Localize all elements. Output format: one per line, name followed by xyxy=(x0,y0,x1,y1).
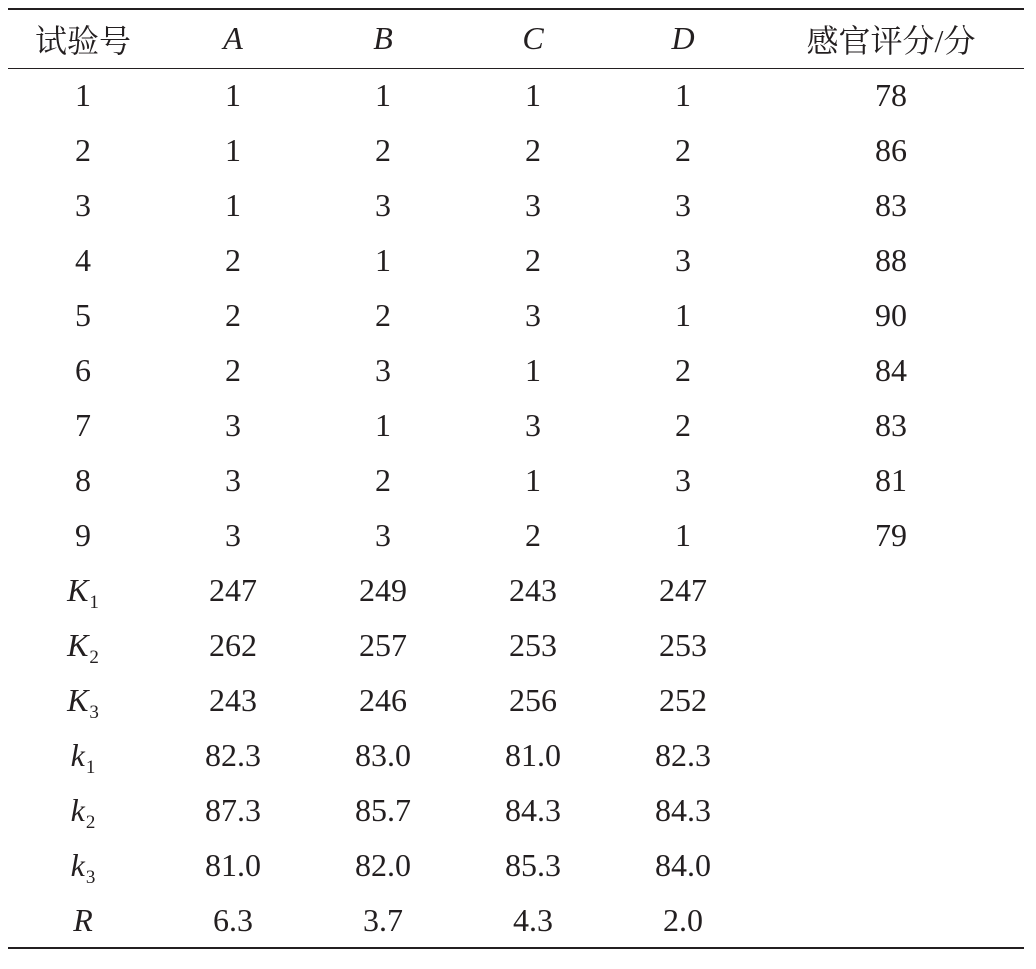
table-row xyxy=(8,123,1024,178)
table-row xyxy=(8,398,1024,453)
factor-b-cell: 83.0 xyxy=(355,737,411,773)
factor-a-cell: 1 xyxy=(225,132,241,168)
factor-d-cell: 2 xyxy=(675,352,691,388)
stat-label-cell xyxy=(8,563,158,618)
table-header xyxy=(8,9,1024,68)
factor-b-cell: 1 xyxy=(375,407,391,443)
stat-label-cell xyxy=(8,783,158,838)
factor-b-cell: 82.0 xyxy=(355,847,411,883)
factor-c-cell: 256 xyxy=(509,682,557,718)
stats-row xyxy=(8,783,1024,838)
table-row xyxy=(8,68,1024,123)
table-row xyxy=(8,453,1024,508)
empty-score-cell xyxy=(758,893,1024,948)
score-cell: 84 xyxy=(875,352,907,388)
factor-d-cell: 84.0 xyxy=(655,847,711,883)
trial-number-cell: 9 xyxy=(75,517,91,553)
factor-c-cell: 2 xyxy=(525,132,541,168)
factor-c-cell: 81.0 xyxy=(505,737,561,773)
factor-b-cell: 2 xyxy=(375,462,391,498)
empty-score-cell xyxy=(758,838,1024,893)
header-row xyxy=(8,9,1024,68)
table-row xyxy=(8,178,1024,233)
trial-number-cell: 2 xyxy=(75,132,91,168)
empty-score-cell xyxy=(758,618,1024,673)
score-cell: 81 xyxy=(875,462,907,498)
trial-number-cell: 7 xyxy=(75,407,91,443)
trial-number-cell: 1 xyxy=(75,77,91,114)
factor-c-cell: 84.3 xyxy=(505,792,561,828)
factor-a-cell: 87.3 xyxy=(205,792,261,828)
score-cell: 83 xyxy=(875,407,907,443)
stat-symbol: K xyxy=(67,627,89,663)
factor-c-cell: 3 xyxy=(525,187,541,223)
orthogonal-test-table xyxy=(8,8,1024,949)
trial-number-cell: 8 xyxy=(75,462,91,498)
factor-d-cell: 1 xyxy=(675,297,691,333)
factor-c-cell: 243 xyxy=(509,572,557,608)
stat-subscript: 1 xyxy=(89,592,99,613)
factor-c-cell: 1 xyxy=(525,77,541,114)
stat-label-cell xyxy=(8,673,158,728)
factor-c-cell: 85.3 xyxy=(505,847,561,883)
factor-b-cell: 3 xyxy=(375,352,391,388)
factor-d-cell: 3 xyxy=(675,242,691,278)
header-trial-number: 试验号 xyxy=(8,9,158,68)
factor-a-cell: 6.3 xyxy=(158,893,308,948)
stats-row xyxy=(8,893,1024,948)
factor-a-cell: 1 xyxy=(225,187,241,223)
factor-b-cell: 85.7 xyxy=(355,792,411,828)
empty-score-cell xyxy=(758,563,1024,618)
stat-label-cell xyxy=(8,618,158,673)
factor-d-cell: 247 xyxy=(659,572,707,608)
factor-c-cell: 3 xyxy=(525,297,541,333)
stat-subscript: 3 xyxy=(89,702,99,723)
factor-d-cell: 1 xyxy=(675,517,691,553)
stat-symbol: k xyxy=(70,792,85,828)
header-factor-d: D xyxy=(608,9,758,68)
empty-score-cell xyxy=(758,673,1024,728)
factor-a-cell: 1 xyxy=(225,77,241,114)
header-factor-a: A xyxy=(158,9,308,68)
factor-b-cell: 3 xyxy=(375,517,391,553)
factor-b-cell: 1 xyxy=(375,77,391,114)
table-body xyxy=(8,68,1024,948)
score-cell: 86 xyxy=(875,132,907,168)
factor-c-cell: 4.3 xyxy=(458,893,608,948)
factor-b-cell: 1 xyxy=(375,242,391,278)
score-cell: 79 xyxy=(875,517,907,553)
header-factor-b: B xyxy=(308,9,458,68)
factor-b-cell: 257 xyxy=(359,627,407,663)
factor-b-cell: 2 xyxy=(375,297,391,333)
score-cell: 88 xyxy=(875,242,907,278)
score-cell: 83 xyxy=(875,187,907,223)
factor-b-cell: 3 xyxy=(375,187,391,223)
factor-d-cell: 3 xyxy=(675,462,691,498)
stat-symbol: R xyxy=(73,901,93,938)
header-sensory-score: 感官评分/分 xyxy=(758,9,1024,68)
table-row xyxy=(8,508,1024,563)
trial-number-cell: 5 xyxy=(75,297,91,333)
factor-a-cell: 2 xyxy=(225,352,241,388)
trial-number-cell: 4 xyxy=(75,242,91,278)
factor-d-cell: 82.3 xyxy=(655,737,711,773)
factor-b-cell: 3.7 xyxy=(308,893,458,948)
factor-d-cell: 84.3 xyxy=(655,792,711,828)
factor-c-cell: 2 xyxy=(525,517,541,553)
factor-d-cell: 253 xyxy=(659,627,707,663)
factor-d-cell: 3 xyxy=(675,187,691,223)
stat-symbol: k xyxy=(70,737,85,773)
stats-row xyxy=(8,838,1024,893)
factor-c-cell: 2 xyxy=(525,242,541,278)
empty-score-cell xyxy=(758,728,1024,783)
factor-a-cell: 3 xyxy=(225,517,241,553)
factor-a-cell: 243 xyxy=(209,682,257,718)
factor-a-cell: 82.3 xyxy=(205,737,261,773)
factor-b-cell: 249 xyxy=(359,572,407,608)
stat-label-cell xyxy=(8,728,158,783)
orthogonal-test-table-container xyxy=(8,8,1024,949)
factor-d-cell: 252 xyxy=(659,682,707,718)
factor-b-cell: 2 xyxy=(375,132,391,168)
factor-a-cell: 3 xyxy=(225,462,241,498)
stat-subscript: 3 xyxy=(85,867,96,888)
stat-label-cell xyxy=(8,893,158,948)
stats-row xyxy=(8,618,1024,673)
factor-a-cell: 81.0 xyxy=(205,847,261,883)
header-factor-c: C xyxy=(458,9,608,68)
stat-symbol: K xyxy=(67,682,89,718)
table-row xyxy=(8,343,1024,398)
stats-row xyxy=(8,728,1024,783)
stat-symbol: K xyxy=(67,572,89,608)
trial-number-cell: 3 xyxy=(75,187,91,223)
factor-a-cell: 247 xyxy=(209,572,257,608)
stat-subscript: 2 xyxy=(85,812,96,833)
score-cell: 90 xyxy=(875,297,907,333)
factor-a-cell: 2 xyxy=(225,297,241,333)
stats-row xyxy=(8,563,1024,618)
factor-c-cell: 1 xyxy=(525,462,541,498)
stat-subscript: 1 xyxy=(85,757,96,778)
table-row xyxy=(8,288,1024,343)
factor-a-cell: 2 xyxy=(225,242,241,278)
factor-d-cell: 2 xyxy=(675,132,691,168)
factor-a-cell: 262 xyxy=(209,627,257,663)
score-cell: 78 xyxy=(875,77,907,114)
table-row xyxy=(8,233,1024,288)
factor-c-cell: 1 xyxy=(525,352,541,388)
factor-c-cell: 3 xyxy=(525,407,541,443)
trial-number-cell: 6 xyxy=(75,352,91,388)
factor-b-cell: 246 xyxy=(359,682,407,718)
stat-symbol: k xyxy=(70,847,85,883)
factor-d-cell: 2.0 xyxy=(608,893,758,948)
stat-subscript: 2 xyxy=(89,647,99,668)
factor-c-cell: 253 xyxy=(509,627,557,663)
factor-d-cell: 2 xyxy=(675,407,691,443)
stats-row xyxy=(8,673,1024,728)
empty-score-cell xyxy=(758,783,1024,838)
factor-d-cell: 1 xyxy=(675,77,691,114)
stat-label-cell xyxy=(8,838,158,893)
factor-a-cell: 3 xyxy=(225,407,241,443)
